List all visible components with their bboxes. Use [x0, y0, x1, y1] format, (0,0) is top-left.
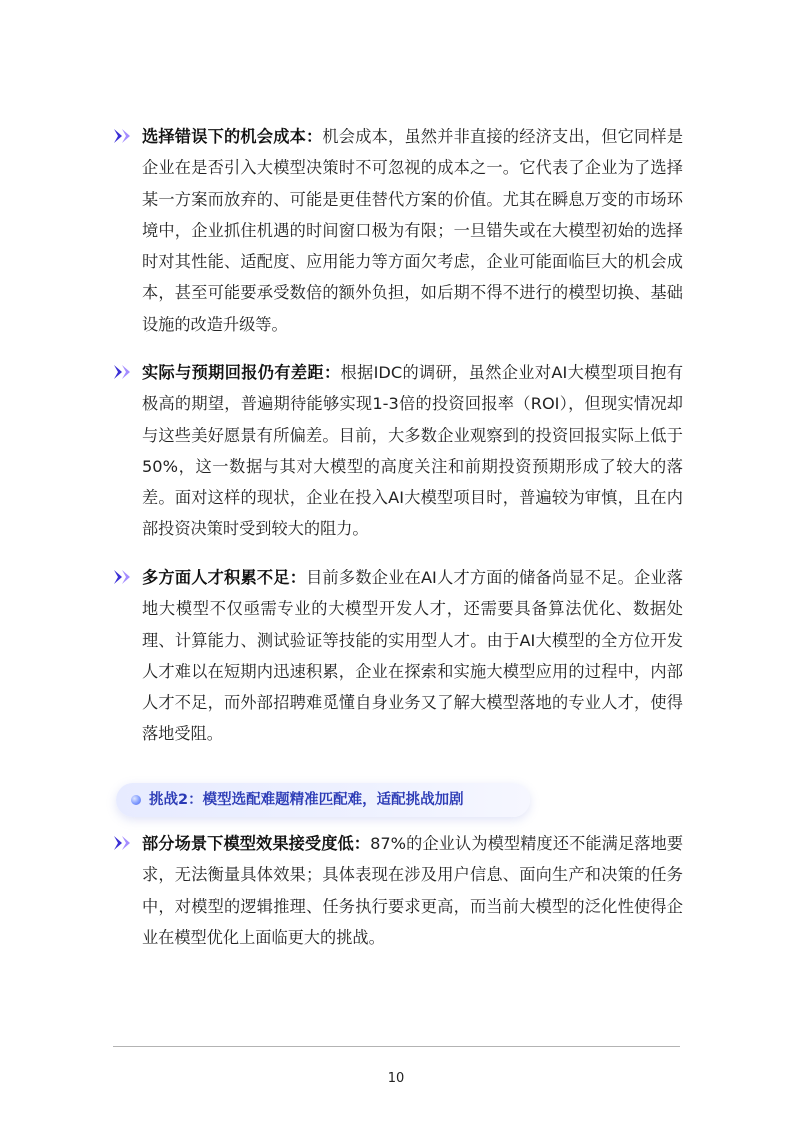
dot-icon — [131, 795, 141, 805]
section-body: 机会成本，虽然并非直接的经济支出，但它同样是企业在是否引入大模型决策时不可忽视的成本之一。它代表了企业为了选择某一方案而放弃的、可能是更佳替代方案的价值。尤其在瞬息万变的市场环境中，企业抓住机遇的时间窗口极为有限；一旦错失或在大模型初始的选择时对其性能、适配度、应用能力等方面欠考虑，企业可能面临巨大的机会成本，甚至可能要承受数倍的额外负担，如后期不得不进行的模型切换、基础设施的改造升级等。 — [142, 127, 684, 334]
section-lead: 部分场景下模型效果接受度低： — [142, 834, 371, 853]
page-number: 10 — [387, 1071, 405, 1086]
section-paragraph — [113, 121, 683, 340]
section-model-acceptance — [113, 828, 683, 953]
footer-divider — [113, 1046, 680, 1047]
section-opportunity-cost — [113, 121, 683, 340]
section-paragraph — [113, 828, 683, 953]
double-chevron-bullet-icon — [113, 129, 133, 143]
double-chevron-bullet-icon — [113, 365, 133, 379]
section-lead: 实际与预期回报仍有差距： — [142, 363, 341, 382]
double-chevron-bullet-icon — [113, 570, 133, 584]
section-lead: 多方面人才积累不足： — [142, 568, 307, 587]
section-talent-shortage — [113, 562, 683, 750]
challenge-banner-title: 挑战2：模型选配难题精准匹配难，适配挑战加剧 — [149, 792, 464, 808]
challenge-banner — [116, 783, 530, 817]
section-body: 目前多数企业在AI人才方面的储备尚显不足。企业落地大模型不仅亟需专业的大模型开发人才，还需要具备算法优化、数据处理、计算能力、测试验证等技能的实用型人才。由于AI大模型的全方位开发人才难以在短期内迅速积累，企业在探索和实施大模型应用的过程中，内部人才不足，而外部招聘难觅懂自身业务又了解大模型落地的专业人才，使得落地受阻。 — [142, 568, 683, 744]
section-paragraph — [113, 357, 683, 545]
section-body: 87%的企业认为模型精度还不能满足落地要求，无法衡量具体效果；具体表现在涉及用户信息、面向生产和决策的任务中，对模型的逻辑推理、任务执行要求更高，而当前大模型的泛化性使得企业在模型优化上面临更大的挑战。 — [142, 834, 684, 947]
section-body: 根据IDC的调研，虽然企业对AI大模型项目抱有极高的期望，普遍期待能够实现1-3倍的投资回报率（ROI），但现实情况却与这些美好愿景有所偏差。目前，大多数企业观察到的投资回报实际上低于50%，这一数据与其对大模型的高度关注和前期投资预期形成了较大的落差。面对这样的现状，企业在投入AI大模型项目时，普遍较为审慎，且在内部投资决策时受到较大的阻力。 — [142, 363, 684, 539]
section-paragraph — [113, 562, 683, 750]
double-chevron-bullet-icon — [113, 836, 133, 850]
section-lead: 选择错误下的机会成本： — [142, 127, 323, 146]
section-return-gap — [113, 357, 683, 545]
